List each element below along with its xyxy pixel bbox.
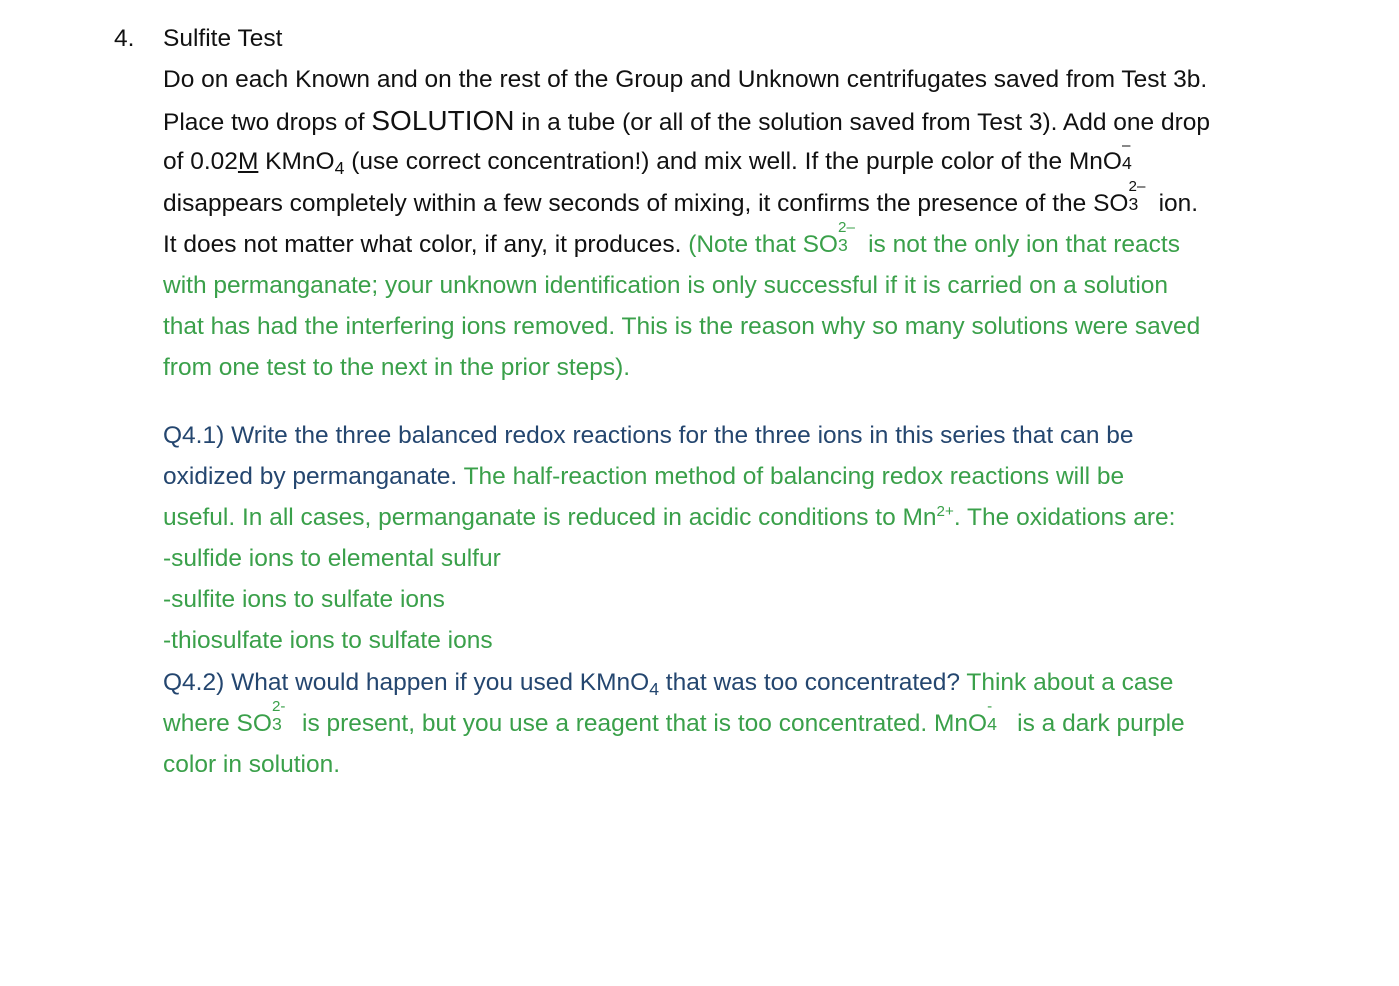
note-text: is not the only ion that reacts [861,230,1180,258]
instruction-line [163,178,1363,224]
instruction-text: in a tube (or all of the solution saved from Test 3). Add one drop [514,109,1210,137]
instruction-text: of 0.02 [163,148,238,176]
hint-line [163,698,1363,744]
subscript: 4 [334,158,345,179]
question-text: that was too concentrated? [659,668,960,696]
superscript: – [1121,137,1131,155]
paragraph-gap [163,389,1363,415]
ion-charge [838,219,861,255]
note-line [163,306,1363,347]
instruction-text: ion. [1151,189,1199,217]
superscript: - [987,698,993,716]
hint-text: where SO [163,709,272,737]
ion-charge [987,698,1010,734]
subscript: 4 [649,678,659,699]
note-text: with permanganate; your unknown identification is only successful if it is carried on a solution [163,271,1169,299]
question-text: Q4.1) Write the three balanced redox reactions for the three ions in this series that can be [163,421,1134,449]
oxidation-item [163,620,1363,661]
ion-charge [1128,178,1152,214]
hint-line [163,744,1363,785]
superscript: 2– [838,219,855,237]
superscript: 2- [271,698,286,716]
subscript: 3 [1128,193,1139,214]
hint-text: Think about a case [960,668,1174,696]
question-line [163,456,1363,497]
hint-text: color in solution. [163,751,341,778]
hint-text: useful. In all cases, permanganate is reduced in acidic conditions to Mn [163,503,937,531]
instruction-text: disappears completely within a few seconds of mixing, it confirms the presence of the SO [163,189,1129,217]
subscript: 3 [838,234,848,255]
note-line [163,265,1363,306]
hint-text: . The oxidations are: [953,503,1176,531]
hint-text: is present, but you use a reagent that is too concentrated. MnO [295,709,988,737]
oxidation-item [163,538,1363,579]
molarity-unit: M [237,148,259,176]
section-title: Sulfite Test [163,25,283,52]
subscript: 4 [1121,152,1132,173]
superscript: 2+ [936,502,954,520]
hint-line [163,497,1363,538]
instruction-text: KMnO [258,148,335,176]
oxidation-item [163,579,1363,620]
superscript: 2– [1128,178,1146,196]
section-body [163,59,1363,785]
question-4-1 [163,415,1363,456]
instruction-line [163,100,1363,141]
section-number: 4. [114,25,135,52]
note-text: from one test to the next in the prior steps). [163,354,631,382]
instruction-line [163,59,1363,100]
instruction-text: Do on each Known and on the rest of the Group and Unknown centrifugates saved from Test 3b. [163,66,1208,93]
subscript: 4 [987,714,997,734]
ion-charge [271,698,295,734]
hint-text: is a dark purple [1010,709,1185,737]
ion-charge [1121,137,1145,173]
note-text: that has had the interfering ions removed. This is the reason why so many solutions were saved [163,313,1201,341]
note-line [163,347,1363,388]
instruction-line [163,137,1363,182]
question-4-2 [163,662,1363,703]
question-text: oxidized by permanganate. [163,462,458,490]
instruction-line [163,219,1363,265]
question-text: Q4.2) What would happen if you used KMnO [163,668,650,696]
note-text: (Note that SO [688,230,838,258]
instruction-text: Place two drops of [163,109,372,137]
hint-text: -thiosulfate ions to sulfate ions [163,627,493,655]
solution-emphasis: SOLUTION [371,105,515,137]
hint-text: The half-reaction method of balancing redox reactions will be [457,462,1125,490]
subscript: 3 [271,714,282,734]
hint-text: -sulfide ions to elemental sulfur [163,545,501,573]
instruction-text: It does not matter what color, if any, it produces. [163,230,689,258]
hint-text: -sulfite ions to sulfate ions [163,586,445,614]
instruction-text: (use correct concentration!) and mix well. If the purple color of the MnO [344,148,1122,176]
